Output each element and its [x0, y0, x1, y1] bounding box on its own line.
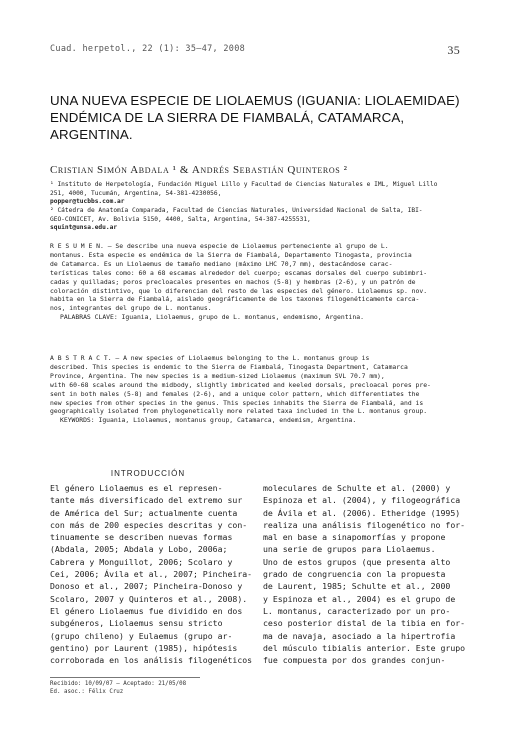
title-line: ARGENTINA. [50, 127, 133, 142]
body-line: de Ávila et al. (2006). Etheridge (1995) [263, 507, 461, 518]
footer-notes [50, 680, 186, 696]
abstract-line: new species from other species in the genus. This species inhabits the Sierra de Fiambalá, and is [50, 398, 424, 407]
resumen-line: de Catamarca. Es un Liolaemus de tamaño mediano (máximo LHC 70,7 mm), destacándose carac- [50, 259, 393, 268]
abstract-block [50, 354, 462, 425]
body-line: Scolaro, 2007 y Quinteros et al., 2008). [50, 593, 248, 604]
body-line: grado de congruencia con la propuesta [263, 569, 446, 580]
affiliation-1 [50, 181, 462, 207]
body-line: ceso posterior distal de la tibia en for- [263, 618, 466, 629]
received-accepted-dates: Recibido: 10/09/07 — Aceptado: 21/05/08 [50, 681, 187, 687]
email-link-1[interactable]: popper@tucbbs.com.ar [50, 198, 125, 205]
body-line: del músculo tibialis anterior. Este grupo [263, 642, 466, 653]
title-line: UNA NUEVA ESPECIE DE LIOLAEMUS (IGUANIA: LIOLAEMIDAE) [50, 93, 460, 108]
body-line: una serie de grupos para Liolaemus. [263, 544, 436, 555]
body-line: Donoso et al., 2007; Pincheira-Donoso y [50, 581, 243, 592]
body-line: El género Liolaemus fue dividido en dos [50, 605, 243, 616]
resumen-line: nos, integrantes del grupo de L. montanus. [50, 304, 212, 313]
body-column-left [50, 482, 253, 666]
palabras-clave: PALABRAS CLAVE: Iguania, Liolaemus, grupo de L. montanus, endemismo, Argentina. [60, 313, 364, 322]
body-line: de Laurent, 1985; Schulte et al., 2000 [263, 581, 451, 592]
body-line: (Abdala, 2005; Abdala y Lobo, 2006a; [50, 544, 228, 555]
page-number: 35 [447, 43, 460, 57]
resumen-line: montanus. Esta especie es endémica de la Sierra de Fiambalá, Departamento Tinogasta, provincia [50, 250, 412, 259]
body-column-right [263, 482, 466, 666]
body-line: y Espinoza et al., 2004) es el grupo de [263, 593, 456, 604]
author-list: Cristian Simón Abdala ¹ & Andrés Sebastián Quinteros ² [50, 164, 348, 176]
body-line: subgéneros, Liolaemus sensu stricto [50, 618, 223, 629]
body-line: ma de navaja, asociado a la hipertrofia [263, 630, 456, 641]
body-line: realiza una análisis filogenético no for- [263, 519, 466, 530]
affiliation-line: ² Cátedra de Anatomía Comparada, Facultad de Ciencias Naturales, Universidad Nacional de Salta, IBI- [50, 207, 423, 214]
associate-editor: Ed. asoc.: Félix Cruz [50, 689, 124, 695]
body-line: El género Liolaemus es el represen- [50, 483, 223, 493]
body-line: L. montanus, caracterizado por un pro- [263, 605, 451, 616]
body-line: gentino) por Laurent (1985), hipótesis [50, 642, 238, 653]
body-line: fue compuesta por dos grandes conjun- [263, 655, 446, 666]
abstract-line: geographically isolated from phylogenetically more related taxa included in the L. montanus group. [50, 407, 428, 416]
body-line: (grupo chileno) y Eulaemus (grupo ar- [50, 630, 233, 641]
footer-divider [50, 677, 200, 678]
body-line: corroborada en los análisis filogenéticos [50, 655, 253, 666]
body-line: Espinoza et al. (2004), y filogeográfica [263, 495, 461, 506]
body-line: moleculares de Schulte et al. (2000) y [263, 483, 451, 493]
abstract-line: Province, Argentina. The new species is a medium-sized Liolaemus (maximum SVL 70.7 mm), [50, 371, 385, 380]
affiliation-line: 251, 4000, Tucumán, Argentina, 54-381-4230056, [50, 189, 222, 197]
body-line: de América del Sur; actualmente cuenta [50, 507, 238, 518]
body-line: con más de 200 especies descritas y con- [50, 519, 248, 530]
resumen-line: R E S U M E N. — Se describe una nueva especie de Liolaemus perteneciente al grupo de L. [50, 242, 389, 250]
email-link-2[interactable]: squint@unsa.edu.ar [50, 224, 118, 231]
affiliation-line: GEO-CONICET, Av. Bolivia 5150, 4400, Salta, Argentina, 54-387-4255531, [50, 215, 311, 223]
abstract-line: described. This species is endemic to the Sierra de Fiambalá, Tinogasta Department, Catamarca [50, 362, 408, 371]
body-line: Cabrera y Monguillot, 2006; Scolaro y [50, 556, 233, 567]
abstract-line: with 60-68 scales around the midbody, slightly imbricated and keeled dorsals, precloacal pores pre- [50, 380, 431, 389]
resumen-line: terísticas tales como: 60 a 68 escamas alrededor del cuerpo; escamas dorsales del cuerpo subimbri- [50, 268, 428, 277]
running-head [50, 44, 460, 58]
title-line: ENDÉMICA DE LA SIERRA DE FIAMBALÁ, CATAMARCA, [50, 110, 405, 125]
body-line: Cei, 2006; Ávila et al., 2007; Pincheira- [50, 569, 253, 580]
keywords: KEYWORDS: Iguania, Liolaemus, montanus group, Catamarca, endemism, Argentina. [60, 416, 357, 425]
affiliation-2 [50, 207, 462, 233]
body-line: Uno de estos grupos (que presenta alto [263, 556, 451, 567]
resumen-line: habita en la Sierra de Fiambalá, aislado geográficamente de los taxones filogenéticamente carca- [50, 295, 420, 304]
abstract-line: A B S T R A C T. — A new species of Liolaemus belonging to the L. montanus group is [50, 354, 370, 362]
journal-citation: Cuad. herpetol., 22 (1): 35–47, 2008 [50, 44, 246, 54]
affiliation-line: ¹ Instituto de Herpetología, Fundación Miguel Lillo y Facultad de Ciencias Naturales e IML, Miguel Lillo [50, 181, 438, 188]
body-line: mal en base a sinapomorfías y propone [263, 532, 446, 543]
abstract-line: sent in both males (5-8) and females (2-6), and a unique color pattern, which differentiates the [50, 389, 420, 398]
resumen-line: cadas y quilladas; poros precloacales presentes en machos (5-8) y hembras (2-6), y un patrón de [50, 277, 416, 286]
resumen-block [50, 242, 462, 322]
section-heading-introduccion: INTRODUCCIÓN [110, 469, 186, 478]
body-line: tinuamente se describen nuevas formas [50, 532, 233, 543]
body-line: tante más diversificado del extremo sur [50, 495, 243, 506]
resumen-line: coloración distintivo, que lo diferencian del resto de las especies del género. Liolaemus sp. nov. [50, 286, 428, 295]
article-title [50, 92, 462, 143]
